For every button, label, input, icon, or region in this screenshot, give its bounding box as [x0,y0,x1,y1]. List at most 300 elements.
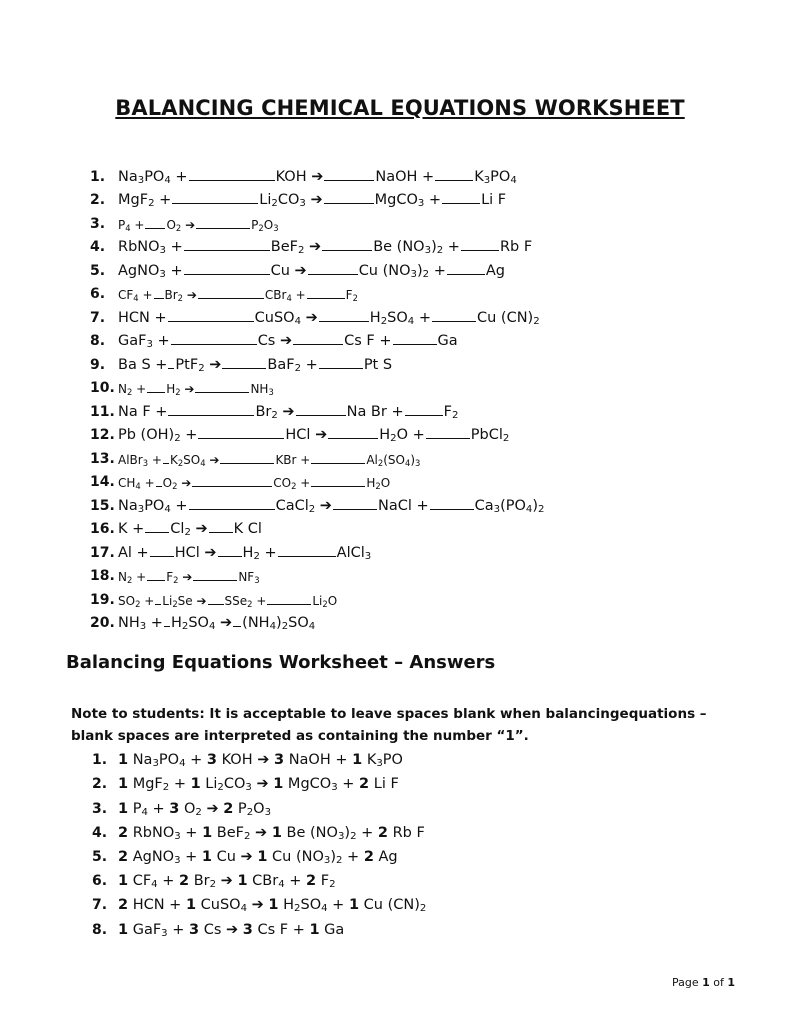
answer-number: 5. [92,848,108,865]
equation [118,333,458,349]
equation [118,239,532,255]
equation-text: NH [250,382,269,396]
subscript: 2 [297,245,305,256]
equation-text: Cs ➔ [257,333,293,349]
equation [118,476,390,490]
equation-text: CO [273,476,292,490]
equation-text: K Cl [233,521,262,537]
question-item [90,608,545,632]
equation [118,288,358,302]
answer-blank [322,250,372,251]
answer-number: 2. [92,776,108,793]
equation-text: K [362,752,377,769]
subscript: 2 [172,481,178,491]
equation-text: + [170,168,188,185]
equation-text: GaF [128,921,162,938]
question-item [90,185,545,209]
equation-text: H [366,476,376,490]
equation-text: + [180,427,198,443]
answer-blank [171,344,257,345]
equation-text: Be (NO [373,239,425,255]
subscript: 2 [177,293,184,303]
equation-text: PO [144,497,165,514]
coefficient: 1 [257,848,268,865]
question-item [90,561,545,585]
equation-text: + [165,262,183,279]
equation-text: Cs F + [344,333,392,349]
question-number: 12. [90,427,115,443]
answer-blank [233,626,241,627]
subscript: 2 [175,222,182,233]
answer-blank [307,298,345,299]
equation-text: ) [276,615,282,631]
equation-text: Cu (NO [267,848,324,865]
subscript: 3 [174,854,181,866]
answer-blank [328,438,378,439]
subscript: 2 [172,598,178,609]
answer-blank [426,438,470,439]
answer-blank [189,180,275,181]
equation-text: ➔ [180,382,195,396]
subscript: 2 [294,903,301,915]
subscript: 2 [377,457,384,468]
equation-text: SO [387,309,408,326]
subscript: 2 [329,879,336,891]
subscript: 2 [184,527,191,538]
equation-text: K [169,452,178,467]
equation-text: ➔ [204,356,222,373]
subscript: 2 [308,503,316,515]
subscript: 3 [152,758,159,770]
answer-item [92,792,426,816]
coefficient: 2 [223,800,234,817]
equation-text: ) [416,262,423,279]
equation-text: MgF [118,192,149,208]
subscript: 3 [337,830,345,842]
subscript: 2 [271,409,278,421]
question-number: 10. [90,380,115,396]
equation-text: + [140,593,155,608]
equation-text: BeF [212,824,244,841]
equation-text: O [327,593,338,608]
equation-text: + [180,848,202,865]
coefficient: 2 [377,824,388,841]
subscript: 3 [139,621,147,632]
answer-blank [311,463,365,464]
equation-text: CuSO [196,897,241,914]
question-number: 1. [90,168,106,185]
subscript: 3 [159,268,166,280]
subscript: 2 [258,222,264,233]
answers-heading: Balancing Equations Worksheet – Answers [66,652,496,673]
balanced-equation [118,897,426,913]
answer-blank [154,298,164,299]
equation [118,382,274,396]
coefficient: 1 [348,897,360,914]
page-number: 1 [702,976,710,989]
equation-text: H [170,615,182,631]
question-number: 9. [90,356,106,373]
question-item [90,584,545,608]
equation-text: + [327,897,349,914]
equation-text: ➔ [301,309,318,326]
equation-text: SO [300,897,322,914]
question-item [90,467,545,491]
equation-text: PO [382,752,403,769]
question-number: 17. [90,544,115,561]
coefficient: 1 [309,921,320,938]
coefficient: 3 [274,752,285,769]
equation-text: GaF [118,333,147,349]
subscript: 2 [538,503,545,515]
equation-text: Br [164,288,178,302]
equation-text: (SO [383,452,405,467]
subscript: 2 [271,198,278,209]
equation [118,615,315,631]
equation-text: AgNO [128,848,175,865]
equation-text: CF [118,288,134,302]
equation-text: O [162,476,173,490]
coefficient: 1 [118,776,129,793]
answer-blank [209,532,233,533]
answer-blank [430,509,474,510]
equation-text: (PO [500,497,526,514]
subscript: 4 [179,758,186,770]
equation-text: + [291,288,306,302]
answer-blank [168,415,254,416]
equation-text: SO [118,593,136,608]
subscript: 3 [424,245,432,256]
equation-text: SO [183,452,201,467]
answer-number: 8. [92,921,108,938]
answer-blank [267,604,311,605]
subscript: 3 [323,854,331,866]
equation-text: + [424,192,442,208]
subscript: 2 [173,575,179,585]
equation-text: + [169,776,191,793]
answer-item [92,913,426,937]
equation-text: ➔ [216,873,238,890]
equation-text: Rb F [387,824,425,841]
answer-blank [192,486,272,487]
subscript: 4 [321,903,328,915]
equation-text: Na [128,752,153,769]
question-item [90,443,545,467]
subscript: 2 [350,830,357,842]
equation-text: HCl ➔ [174,544,217,561]
equation-text: ➔ [190,521,208,537]
equation [118,570,260,584]
answer-blank [193,580,237,581]
equation-text: P [118,217,126,232]
answer-blank [189,509,275,510]
equation-text: + [259,544,277,561]
question-item [90,396,545,420]
subscript: 4 [308,621,316,632]
subscript: 2 [126,575,133,585]
equation-text: CBr [264,288,287,302]
subscript: 3 [137,503,145,515]
answer-blank [319,321,369,322]
subscript: 2 [436,245,444,256]
equation-text: Pt S [363,356,393,373]
question-item [90,349,545,373]
equation-text: Cu (NO [358,262,411,279]
equation-text: + [154,192,172,208]
equation-text: + [252,593,267,608]
equation-text: Cl [170,521,185,537]
equation-text: NaCl + [377,497,429,514]
balanced-equation [118,801,271,817]
subscript: 2 [451,409,459,421]
answer-blank [442,203,480,204]
answer-number: 3. [92,800,108,817]
equation-text: Na Br + [346,403,404,420]
subscript: 4 [200,457,206,468]
equation-text: F [166,570,174,584]
coefficient: 1 [273,776,284,793]
equation-text: HCN + [128,897,186,914]
question-item [90,208,545,232]
equation-text: ) [344,824,351,841]
equation-text: ➔ [304,239,322,255]
equation-text: Li [162,593,173,608]
equation-text: P [128,800,142,817]
subscript: 2 [209,879,217,891]
coefficient: 2 [359,776,370,793]
equation-text: + [356,824,378,841]
question-number: 19. [90,591,115,608]
equation-text: Cu ➔ [270,262,307,279]
equation-text: CH [118,476,136,490]
coefficient: 1 [118,800,129,817]
subscript: 4 [286,293,292,303]
page-total: 1 [727,976,736,989]
equation-text: PO [158,752,180,769]
subscript: 2 [162,782,170,794]
equation-text: ➔ [305,192,323,208]
answer-blank [156,486,162,487]
coefficient: 1 [201,848,213,865]
answer-item [92,841,426,865]
balanced-equation [118,922,344,938]
balanced-equation [118,776,399,792]
equation-text: ➔ [315,497,332,514]
subscript: 3 [245,782,252,794]
equation-text: SO [188,615,209,631]
equation-text: Br [189,873,210,890]
subscript: 3 [415,457,421,468]
equation-text: N [118,382,127,396]
question-item [90,537,545,561]
subscript: 4 [164,174,171,186]
equation-text: N [118,570,127,584]
coefficient: 1 [118,752,129,769]
subscript: 3 [364,550,372,562]
equation-text: P [251,217,259,232]
answer-blank [145,228,165,229]
subscript: 2 [533,315,540,327]
subscript: 2 [175,387,181,397]
equation-text: ➔ [251,776,274,793]
equation-text: O [179,800,196,817]
question-number: 16. [90,521,115,537]
answer-blank [293,344,343,345]
question-number: 2. [90,192,106,208]
equation [118,310,540,326]
equation-text: + [130,217,145,232]
equation-text: O [253,800,265,817]
subscript: 3 [161,927,168,939]
subscript: 2 [390,433,397,444]
equation-text: H [379,427,391,443]
answer-number: 7. [92,897,108,914]
equation-text: Na [118,168,138,185]
subscript: 2 [375,481,381,491]
equation-text: Rb F [499,239,533,255]
equation-text: Li [200,776,218,793]
answer-blank [147,392,165,393]
question-item [90,302,545,326]
coefficient: 1 [237,873,248,890]
answer-blank [168,368,174,369]
subscript: 2 [247,598,253,609]
subscript: 3 [376,758,383,770]
equation-text: H [242,544,254,561]
subscript: 2 [217,782,224,794]
equation-text: + [138,288,153,302]
equation-text: Li [312,593,323,608]
subscript: 2 [177,457,184,468]
answer-blank [164,626,170,627]
equation-text: PO [144,168,165,185]
coefficient: 3 [242,921,253,938]
coefficient: 2 [118,848,129,865]
answer-blank [168,321,254,322]
answer-item [92,744,426,768]
subscript: 4 [525,503,533,515]
coefficient: 3 [189,921,200,938]
subscript: 2 [174,433,181,444]
equation-text: Cs F + [252,921,310,938]
subscript: 2 [502,433,510,444]
subscript: 3 [410,268,417,280]
subscript: 2 [422,268,430,280]
answer-blank [172,203,258,204]
subscript: 4 [269,621,277,632]
equation-text: ) [532,497,539,514]
equation-text: + [337,776,360,793]
coefficient: 2 [118,897,129,914]
equation-text: ➔ [277,403,295,420]
equation-text: Na [118,497,138,514]
subscript: 3 [483,174,491,186]
equation [118,263,505,279]
subscript: 4 [135,481,141,491]
subscript: 3 [268,387,274,397]
question-number: 8. [90,333,106,349]
answers-list [92,744,426,938]
answer-item [92,817,426,841]
equation-text: CO [223,776,246,793]
subscript: 3 [254,575,260,585]
equation-text: Li F [481,192,507,208]
equation-text: K + [118,521,145,537]
page-footer [672,976,735,989]
answer-blank [150,556,174,557]
equation-text: + [132,382,147,396]
coefficient: 3 [206,752,217,769]
questions-list [90,161,545,631]
equation-text: HCl ➔ [285,427,328,443]
question-number: 6. [90,286,106,302]
answer-blank [163,463,169,464]
answer-number: 1. [92,752,108,769]
coefficient: 2 [363,848,374,865]
subscript: 4 [510,174,517,186]
question-number: 5. [90,262,106,279]
balanced-equation [118,849,398,865]
equation-text: PO [490,168,511,185]
equation-text: + [132,570,147,584]
equation-text: ➔ [205,452,220,467]
subscript: 4 [164,503,171,515]
equation-text: Br [255,403,272,420]
subscript: 2 [244,830,251,842]
equation-text: Pb (OH) [118,427,175,443]
question-item [90,255,545,279]
question-item [90,490,545,514]
equation-text: HCN + [118,309,167,326]
equation-text: ➔ [215,615,233,631]
question-number: 15. [90,497,115,514]
equation-text: + [443,239,460,255]
answer-item [92,865,426,889]
answer-blank [319,368,363,369]
equation [118,427,509,443]
question-number: 13. [90,450,115,467]
equation-text: MgCO [283,776,332,793]
balanced-equation [118,825,425,841]
equation-text: Ag [373,848,398,865]
coefficient: 1 [118,921,129,938]
equation-text: AlCl [336,544,365,561]
answer-blank [324,180,374,181]
subscript: 2 [335,854,343,866]
equation-text: PbCl [470,427,503,443]
subscript: 2 [352,293,358,303]
equation-text: Ga [437,333,458,349]
subscript: 4 [208,621,216,632]
equation-text: + [167,921,189,938]
equation-text: Al + [118,544,149,561]
equation-text: Cs ➔ [199,921,243,938]
subscript: 2 [135,598,141,609]
equation-text: NF [238,570,255,584]
equation-text: MgCO [374,192,418,208]
subscript: 2 [126,387,133,397]
answer-blank [333,509,377,510]
coefficient: 1 [118,873,129,890]
subscript: 3 [417,198,425,209]
equation-text: Ag [485,262,505,279]
subscript: 3 [299,198,306,209]
equation-text: + [140,476,155,490]
answer-blank [435,180,473,181]
equation-text: ➔ [201,800,224,817]
equation-text: + [157,873,179,890]
equation [118,453,420,467]
